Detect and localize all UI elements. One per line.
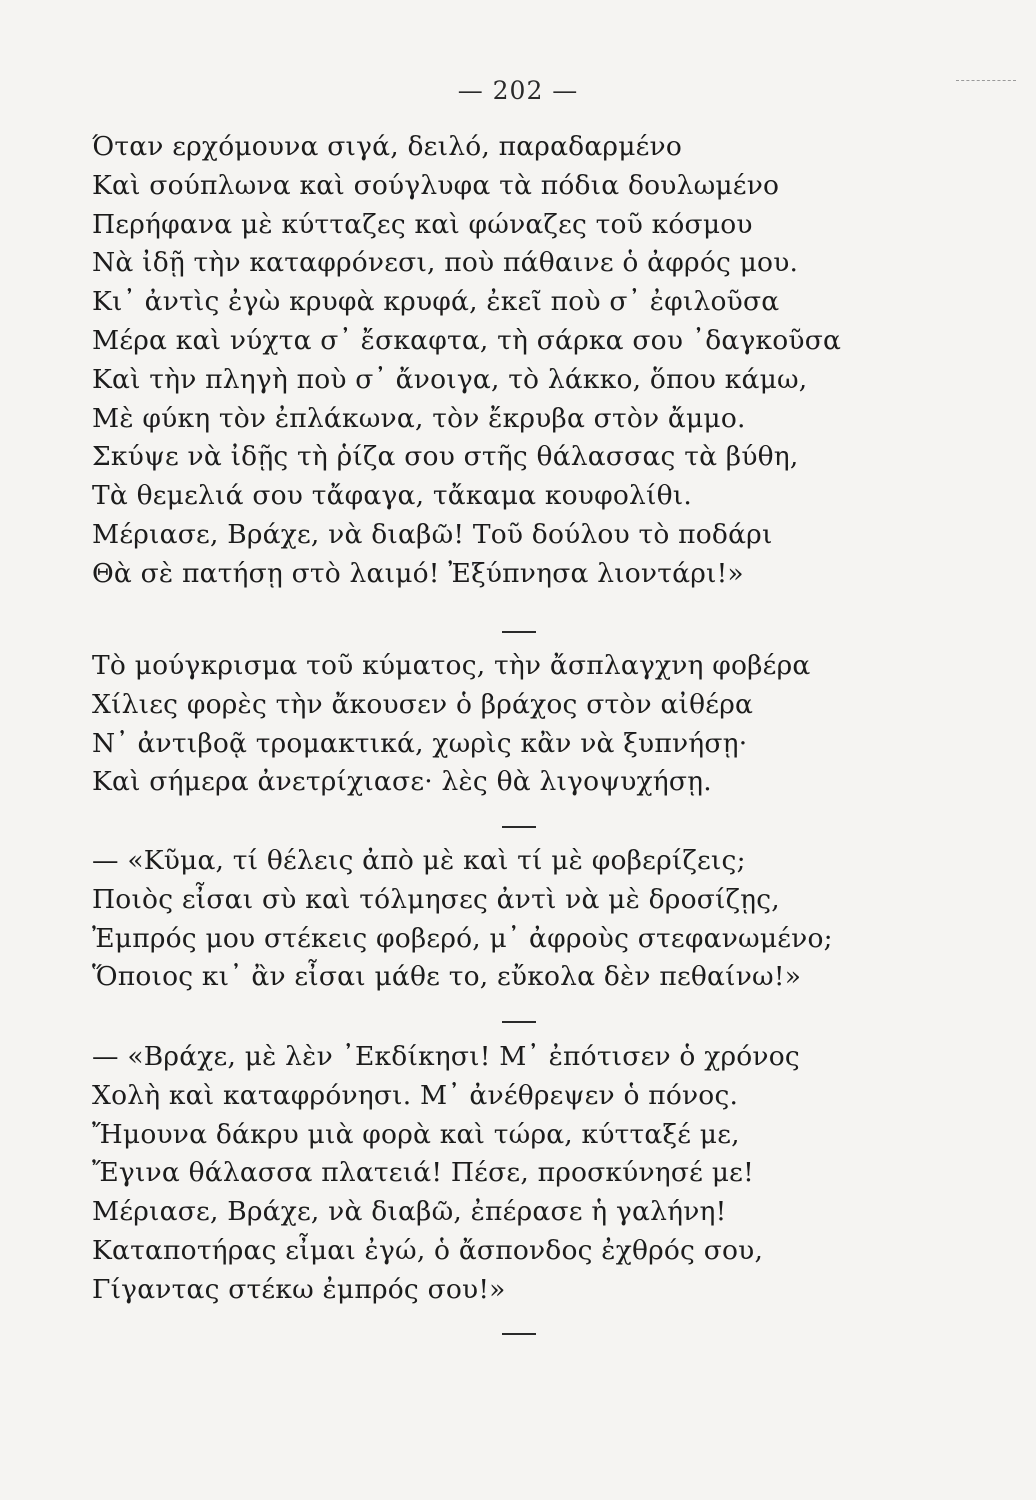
page-number: — 202 — xyxy=(457,76,579,105)
stanza-divider xyxy=(502,826,536,828)
verse-line: Ἔγινα θάλασσα πλατειά! Πέσε, προσκύνησέ με! xyxy=(92,1157,754,1189)
verse-line: Γίγαντας στέκω ἐμπρός σου!» xyxy=(92,1273,506,1305)
verse-line: Μέρα καὶ νύχτα σ᾽ ἔσκαφτα, τὴ σάρκα σου ᾽δαγκοῦσα xyxy=(92,324,842,356)
verse-line: Ποιὸς εἶσαι σὺ καὶ τόλμησες ἀντὶ νὰ μὲ δροσίζῃς, xyxy=(92,883,780,915)
verse-line: — «Κῦμα, τί θέλεις ἀπὸ μὲ καὶ τί μὲ φοβερίζεις; xyxy=(92,845,746,876)
stanza-3 xyxy=(92,842,952,997)
verse-line: — «Βράχε, μὲ λὲν ᾽Εκδίκησι! Μ᾽ ἐπότισεν ὁ χρόνος xyxy=(92,1041,800,1072)
verse-line: Ν᾽ ἀντιβοᾷ τρομακτικά, χωρὶς κἂν νὰ ξυπνήσῃ· xyxy=(92,727,748,759)
verse-line: Χολὴ καὶ καταφρόνησι. Μ᾽ ἀνέθρεψεν ὁ πόνος. xyxy=(92,1079,739,1111)
verse-line: Όταν ερχόμουνα σιγά, δειλό, παραδαρμένο xyxy=(92,131,683,162)
stanza-4 xyxy=(92,1038,952,1310)
verse-line: Ἤμουνα δάκρυ μιὰ φορὰ καὶ τώρα, κύτταξέ με, xyxy=(92,1118,740,1150)
verse-line: Μέριασε, Βράχε, νὰ διαβῶ! Τοῦ δούλου τὸ ποδάρι xyxy=(92,518,773,550)
verse-line: Κι᾽ ἀντὶς ἐγὼ κρυφὰ κρυφά, ἐκεῖ ποὺ σ᾽ ἐφιλοῦσα xyxy=(92,286,780,318)
verse-line: Νὰ ἰδῇ τὴν καταφρόνεσι, ποὺ πάθαινε ὁ ἀφρός μου. xyxy=(92,247,799,279)
verse-line: Ἐμπρός μου στέκεις φοβερό, μ᾽ ἀφροὺς στεφανωμένο; xyxy=(92,922,833,954)
verse-line: Καὶ τὴν πληγὴ ποὺ σ᾽ ἄνοιγα, τὸ λάκκο, ὅπου κάμω, xyxy=(92,363,808,395)
stanza-1 xyxy=(92,128,952,594)
verse-line: Μὲ φύκη τὸν ἐπλάκωνα, τὸν ἔκρυβα στὸν ἄμμο. xyxy=(92,402,746,434)
verse-line: Σκύψε νὰ ἰδῇς τὴ ῥίζα σου στῆς θάλασσας τὰ βύθη, xyxy=(92,441,799,473)
verse-line: Καταποτήρας εἶμαι ἐγώ, ὁ ἄσπονδος ἐχθρός σου, xyxy=(92,1234,764,1266)
closing-divider xyxy=(502,1333,536,1335)
verse-line: Μέριασε, Βράχε, νὰ διαβῶ, ἐπέρασε ἡ γαλήνη! xyxy=(92,1196,727,1228)
verse-line: Ὅποιος κι᾽ ἂν εἶσαι μάθε το, εὔκολα δὲν πεθαίνω!» xyxy=(92,961,802,993)
verse-line: Τὸ μούγκρισμα τοῦ κύματος, τὴν ἄσπλαγχνη φοβέρα xyxy=(92,650,811,681)
stanza-2 xyxy=(92,647,952,802)
verse-line: Θὰ σὲ πατήσῃ στὸ λαιμό! Ἐξύπνησα λιοντάρι!» xyxy=(92,557,744,589)
verse-line: Χίλιες φορὲς τὴν ἄκουσεν ὁ βράχος στὸν αἰθέρα xyxy=(92,688,754,720)
stanza-divider xyxy=(502,631,536,633)
verse-line: Περήφανα μὲ κύτταζες καὶ φώναζες τοῦ κόσμου xyxy=(92,208,753,240)
stanza-divider xyxy=(502,1021,536,1023)
verse-line: Καὶ σήμερα ἀνετρίχιασε· λὲς θὰ λιγοψυχήσῃ. xyxy=(92,766,712,798)
verse-line: Καὶ σούπλωνα καὶ σούγλυφα τὰ πόδια δουλωμένο xyxy=(92,169,780,201)
verse-line: Τὰ θεμελιά σου τἄφαγα, τἄκαμα κουφολίθι. xyxy=(92,480,692,512)
